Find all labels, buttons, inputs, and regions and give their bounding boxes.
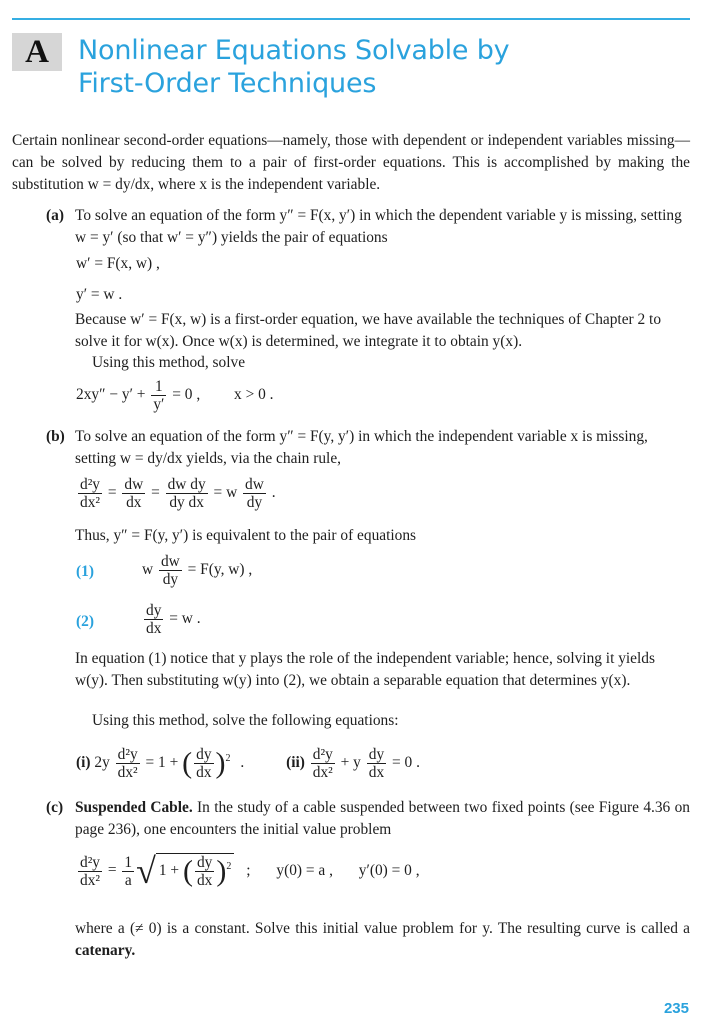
top-rule xyxy=(12,18,690,20)
eq3-fraction: $\frac{1}{y'}$ xyxy=(153,378,165,413)
section-title xyxy=(78,34,509,100)
chain-frac-4: $\frac{dw}{dy}$ xyxy=(245,476,264,511)
cable-paren-fraction: $\frac{dy}{dx}$ xyxy=(196,854,213,889)
initial-condition-2: y′(0) = 0 , xyxy=(358,861,420,879)
sqrt-symbol: √ xyxy=(136,851,156,891)
part-a-text2: Because w′ = F(x, w) is a first-order equation, we have available the techniques of Chapter 2 to solve it for w(x). Once w(x) is determined, we integrate it to obtain y(x). xyxy=(75,311,662,350)
part-c-label: (c) xyxy=(46,799,64,816)
equation-i: (i) 2y $\frac{\text{d²y}}{\text{dx²}}$ = 1 + ( $\frac{dy}{dx}$ )$^2$ . (ii) $\frac{\text{d²y}}{\text{dx²}}$ + y $\frac{dy}{dx}$ = 0 . xyxy=(76,746,420,781)
equation-1-number: (1) xyxy=(76,563,94,580)
part-a-eq3 xyxy=(76,378,274,413)
appendix-letter-badge: A xyxy=(12,33,62,71)
equation-ii-label: (ii) xyxy=(286,754,305,772)
part-b-text: To solve an equation of the form y″ = F(y, y′) in which the independent variable x is missing, setting w = dy/dx yields, via the chain rule, xyxy=(75,428,648,467)
part-a-text: To solve an equation of the form y″ = F(x, y′) in which the dependent variable y is missing, setting w = y′ (so that w′ = y″) yields the pair of equations xyxy=(75,207,682,246)
page-number: 235 xyxy=(663,1000,689,1017)
part-c-heading: Suspended Cable. xyxy=(75,799,193,816)
part-a-text3: Using this method, solve xyxy=(92,354,246,371)
eq2-fraction: $\frac{dy}{dx}$ xyxy=(146,602,162,637)
eq-i-fraction: $\frac{\text{d²y}}{\text{dx²}}$ xyxy=(117,746,138,781)
equation-1: w $\frac{dw}{dy}$ = F(y, w) , xyxy=(142,553,253,588)
part-b-text4: Using this method, solve the following equations: xyxy=(92,712,399,729)
part-b-text2: Thus, y″ = F(y, y′) is equivalent to the pair of equations xyxy=(75,527,417,544)
cable-coef-fraction: $\frac{1}{a}$ xyxy=(124,853,133,889)
part-a-eq1: w′ = F(x, w) , xyxy=(76,255,160,272)
chain-frac-1: $\frac{\text{d²y}}{\text{dx²}}$ xyxy=(80,476,101,511)
part-b-text3: In equation (1) notice that y plays the role of the independent variable; hence, solving it yields w(y). Then substituting w(y) into (2), we obtain a separable equation that determines y(x). xyxy=(75,650,655,689)
title-line-2: First-Order Techniques xyxy=(78,68,377,99)
sqrt-content: 1 + ( $\frac{dy}{dx}$ )$^2$ xyxy=(156,853,234,889)
eq-ii-fraction-2: $\frac{dy}{dx}$ xyxy=(368,746,385,781)
part-a-eq2: y′ = w . xyxy=(76,286,123,303)
eq-i-paren-fraction: $\frac{dy}{dx}$ xyxy=(196,746,212,781)
chain-frac-2: $\frac{dw}{dx}$ xyxy=(124,476,144,511)
eq-ii-fraction: $\frac{\text{d²y}}{\text{dx²}}$ xyxy=(312,746,333,781)
eq1-fraction: $\frac{dw}{dy}$ xyxy=(160,553,180,588)
title-line-1: Nonlinear Equations Solvable by xyxy=(78,35,510,66)
part-a-label: (a) xyxy=(46,207,64,224)
part-c-text: Suspended Cable. In the study of a cable suspended between two fixed points (see Figure 4.36 on page 236), one encounters the initial value problem xyxy=(75,799,690,838)
catenary-term: catenary. xyxy=(75,942,136,959)
chain-rule-equation: $\frac{\text{d²y}}{\text{dx²}}$ = $\frac{dw}{dx}$ = $\frac{\text{dw dy}}{\text{dy dx}}$ = w $\frac{dw}{dy}$ . xyxy=(80,476,276,511)
cable-lhs-fraction: $\frac{\text{d²y}}{\text{dx²}}$ xyxy=(80,853,101,889)
equation-i-label: (i) xyxy=(76,754,91,772)
intro-paragraph: Certain nonlinear second-order equations—namely, those with dependent or independent variables missing—can be solved by reducing them to a pair of first-order equations. This is accomplished by making the substitution w = dy/dx, where x is the independent variable. xyxy=(12,132,690,193)
eq3-left: 2xy″ − y′ + xyxy=(76,386,146,404)
equation-2-number: (2) xyxy=(76,613,94,630)
chain-frac-3: $\frac{\text{dw dy}}{\text{dy dx}}$ xyxy=(167,476,206,511)
cable-equation: $\frac{\text{d²y}}{\text{dx²}}$ = $\frac{1}{a}$ √ 1 + ( $\frac{dy}{dx}$ )$^2$ ; y(0) = a , y′(0) = 0 , xyxy=(80,851,420,891)
equation-2: $\frac{dy}{dx}$ = w . xyxy=(146,602,201,637)
initial-condition-1: y(0) = a , xyxy=(276,861,333,879)
eq3-condition: x > 0 . xyxy=(234,386,274,404)
eq3-right: = 0 , xyxy=(172,386,201,404)
part-b-label: (b) xyxy=(46,428,65,445)
part-c-text2: where a (≠ 0) is a constant. Solve this initial value problem for y. The resulting curve is called a catenary. xyxy=(75,920,690,959)
